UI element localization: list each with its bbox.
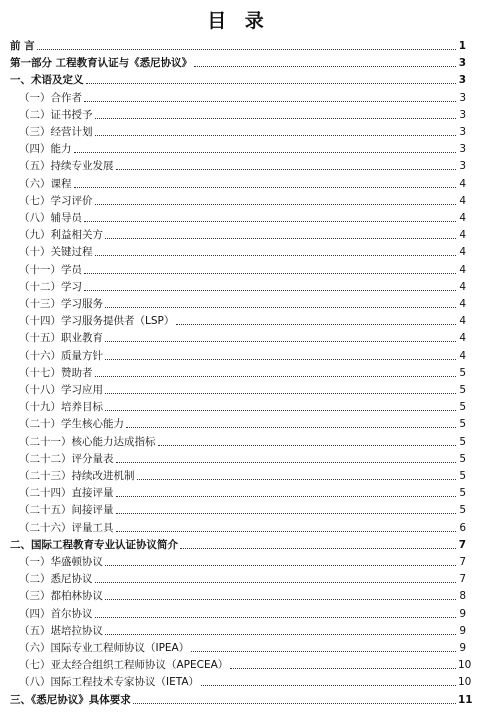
toc-entry-page: 3 — [458, 74, 466, 87]
toc-entry-page: 3 — [458, 57, 466, 70]
toc-entry-label: （九）利益相关方 — [19, 229, 103, 242]
toc-leader-dots — [95, 582, 457, 583]
toc-entry-label: （二十六）评量工具 — [19, 521, 114, 534]
toc-entry-label: （十九）培养目标 — [19, 401, 103, 414]
toc-entry[interactable] — [10, 449, 466, 466]
toc-leader-dots — [84, 273, 456, 274]
toc-entry[interactable] — [10, 604, 466, 621]
toc-leader-dots — [180, 548, 456, 549]
toc-entry-label: （三）都柏林协议 — [19, 590, 103, 603]
toc-entry[interactable] — [10, 277, 466, 294]
toc-leader-dots — [74, 187, 457, 188]
toc-entry[interactable] — [10, 397, 466, 414]
toc-entry-page: 10 — [458, 659, 472, 672]
toc-entry-page: 7 — [459, 573, 466, 586]
toc-entry-label: 三、《悉尼协议》具体要求 — [10, 693, 131, 706]
toc-entry[interactable] — [10, 105, 466, 122]
toc-entry[interactable] — [10, 414, 466, 431]
toc-entry-label: （四）能力 — [19, 143, 72, 156]
toc-entry-page: 4 — [459, 298, 466, 310]
toc-leader-dots — [95, 118, 457, 119]
toc-entry[interactable] — [10, 294, 466, 311]
toc-entry[interactable] — [10, 70, 466, 87]
toc-entry-page: 1 — [458, 40, 466, 52]
toc-entry-page: 4 — [459, 349, 466, 362]
toc-entry-label: （十六）质量方针 — [19, 349, 103, 362]
toc-title: 目 录 — [207, 10, 270, 32]
toc-entry-page: 4 — [459, 315, 466, 328]
toc-leader-dots — [95, 204, 457, 205]
toc-entry[interactable] — [10, 586, 466, 603]
toc-entry-label: 前 言 — [10, 40, 35, 52]
toc-entry-page: 5 — [459, 418, 466, 431]
toc-entry-page: 5 — [459, 401, 466, 414]
toc-entry-page: 9 — [459, 624, 466, 637]
toc-entry[interactable] — [10, 672, 472, 689]
toc-entry-page: 4 — [459, 280, 466, 293]
toc-entry-page: 7 — [458, 538, 466, 551]
toc-leader-dots — [105, 565, 456, 566]
toc-entry[interactable] — [10, 346, 466, 363]
toc-leader-dots — [126, 427, 456, 428]
toc-entry[interactable] — [10, 552, 466, 569]
toc-entry-label: （五）堪培拉协议 — [19, 624, 103, 637]
toc-entry-page: 3 — [459, 108, 466, 121]
toc-leader-dots — [95, 135, 457, 136]
toc-entry-label: （三）经营计划 — [19, 126, 93, 138]
toc-entry-label: （十八）学习应用 — [19, 384, 103, 396]
toc-entry[interactable] — [10, 535, 466, 552]
toc-entry-label: （十四）学习服务提供者（LSP） — [19, 315, 175, 328]
toc-entry[interactable] — [10, 380, 466, 397]
toc-leader-dots — [194, 66, 456, 67]
toc-entry-label: （六）国际专业工程师协议（IPEA） — [19, 642, 190, 654]
toc-entry-page: 5 — [459, 435, 466, 448]
toc-leader-dots — [116, 531, 457, 532]
toc-entry-page: 4 — [459, 246, 466, 259]
toc-entry-page: 4 — [459, 229, 466, 242]
toc-entry-label: 一、术语及定义 — [10, 74, 84, 87]
toc-leader-dots — [116, 513, 457, 514]
toc-entry-page: 3 — [459, 143, 466, 156]
toc-leader-dots — [95, 376, 457, 377]
toc-entry-label: （二十五）间接评量 — [19, 504, 114, 517]
toc-entry-page: 4 — [459, 194, 466, 207]
toc-entry-label: （二）证书授予 — [19, 108, 93, 121]
toc-entry-label: （二十四）直接评量 — [19, 487, 114, 500]
toc-entry-page: 4 — [459, 212, 466, 224]
toc-entry[interactable] — [10, 174, 466, 191]
toc-leader-dots — [105, 238, 456, 239]
toc-leader-dots — [105, 393, 456, 394]
toc-entry-page: 3 — [459, 160, 466, 173]
toc-entry-label: （六）课程 — [19, 177, 72, 190]
toc-entry[interactable] — [10, 518, 466, 535]
toc-entry-page: 6 — [459, 521, 466, 534]
toc-entry-label: （八）国际工程技术专家协议（IETA） — [19, 676, 200, 689]
toc-entry-label: （十五）职业教育 — [19, 332, 103, 345]
toc-entry[interactable] — [10, 191, 466, 208]
toc-entry-page: 3 — [459, 126, 466, 138]
toc-entry-label: 第一部分 工程教育认证与《悉尼协议》 — [10, 57, 193, 70]
toc-entry[interactable] — [10, 53, 466, 70]
toc-leader-dots — [116, 462, 457, 463]
toc-entry[interactable] — [10, 483, 466, 500]
toc-entry-label: 二、国际工程教育专业认证协议简介 — [10, 538, 178, 551]
toc-entry[interactable] — [10, 500, 466, 517]
toc-leader-dots — [158, 445, 457, 446]
toc-leader-dots — [105, 341, 456, 342]
toc-leader-dots — [230, 668, 456, 669]
toc-entry-label: （十）关键过程 — [19, 246, 93, 259]
toc-entry[interactable] — [10, 139, 466, 156]
toc-leader-dots — [95, 617, 457, 618]
toc-leader-dots — [105, 359, 456, 360]
toc-entry[interactable] — [10, 363, 466, 380]
toc-entry-page: 9 — [459, 642, 466, 654]
toc-entry-label: （七）亚太经合组织工程师协议（APECEA） — [19, 659, 229, 672]
toc-entry-page: 8 — [459, 590, 466, 603]
toc-entry[interactable] — [10, 569, 466, 586]
toc-entry-label: （十七）赞助者 — [19, 366, 93, 379]
toc-entry-page: 4 — [459, 332, 466, 345]
toc-entry[interactable] — [10, 225, 466, 242]
toc-entry-label: （十二）学习 — [19, 280, 82, 293]
toc-entry[interactable] — [10, 466, 466, 483]
toc-entry-label: （十一）学员 — [19, 263, 82, 276]
toc-leader-dots — [37, 49, 456, 50]
toc-leader-dots — [137, 479, 457, 480]
toc-entry-page: 4 — [459, 263, 466, 276]
toc-entry-page: 9 — [459, 607, 466, 620]
toc-entry-label: （四）首尔协议 — [19, 607, 93, 620]
toc-entry-label: （一）华盛顿协议 — [19, 556, 103, 568]
toc-leader-dots — [105, 307, 456, 308]
toc-leader-dots — [84, 290, 456, 291]
toc-entry-label: （二十二）评分量表 — [19, 452, 114, 465]
toc-entry-label: （八）辅导员 — [19, 212, 82, 224]
toc-leader-dots — [201, 685, 456, 686]
toc-entry[interactable] — [10, 328, 466, 345]
toc-entry[interactable] — [10, 638, 466, 655]
toc-leader-dots — [105, 634, 456, 635]
toc-entry[interactable] — [10, 621, 466, 638]
toc-entry-page: 10 — [458, 676, 472, 689]
toc-entry-page: 5 — [459, 470, 466, 482]
toc-leader-dots — [95, 255, 457, 256]
toc-entry[interactable] — [10, 311, 466, 328]
toc-entry[interactable] — [10, 690, 473, 707]
toc-entry-page: 5 — [459, 504, 466, 517]
toc-entry[interactable] — [10, 208, 466, 225]
toc-entry[interactable] — [10, 260, 466, 277]
toc-entry[interactable] — [10, 122, 466, 139]
toc-entry[interactable] — [10, 432, 466, 449]
toc-entry-page: 7 — [459, 556, 466, 568]
toc-leader-dots — [105, 410, 456, 411]
toc-leader-dots — [116, 496, 457, 497]
toc-entry-page: 3 — [459, 91, 466, 104]
toc-entry-page: 5 — [459, 452, 466, 465]
toc-entry[interactable] — [10, 655, 472, 672]
toc-entry-label: （二十三）持续改进机制 — [19, 470, 135, 482]
toc-entry-page: 4 — [459, 177, 466, 190]
toc-leader-dots — [133, 703, 456, 704]
toc-leader-dots — [86, 83, 457, 84]
toc-entry[interactable] — [10, 156, 466, 173]
toc-entry-page: 5 — [459, 384, 466, 396]
toc-leader-dots — [191, 651, 456, 652]
toc-entry-label: （二十）学生核心能力 — [19, 418, 124, 431]
toc-leader-dots — [84, 221, 456, 222]
toc-leader-dots — [105, 599, 456, 600]
toc-leader-dots — [176, 324, 456, 325]
toc-leader-dots — [74, 152, 457, 153]
toc-entry[interactable] — [10, 88, 466, 105]
toc-entry-label: （十三）学习服务 — [19, 298, 103, 310]
toc-entry-label: （一）合作者 — [19, 91, 82, 104]
toc-entry-page: 5 — [459, 487, 466, 500]
toc-entry-label: （二十一）核心能力达成指标 — [19, 435, 156, 448]
toc-entry-page: 5 — [459, 366, 466, 379]
toc-entry-label: （七）学习评价 — [19, 194, 93, 207]
toc-entry-label: （二）悉尼协议 — [19, 573, 93, 586]
toc-entry-label: （五）持续专业发展 — [19, 160, 114, 173]
toc-entry[interactable] — [10, 242, 466, 259]
toc-entry-page: 11 — [458, 693, 473, 706]
toc-leader-dots — [116, 169, 457, 170]
toc-entry[interactable] — [10, 36, 466, 53]
toc-leader-dots — [84, 101, 456, 102]
